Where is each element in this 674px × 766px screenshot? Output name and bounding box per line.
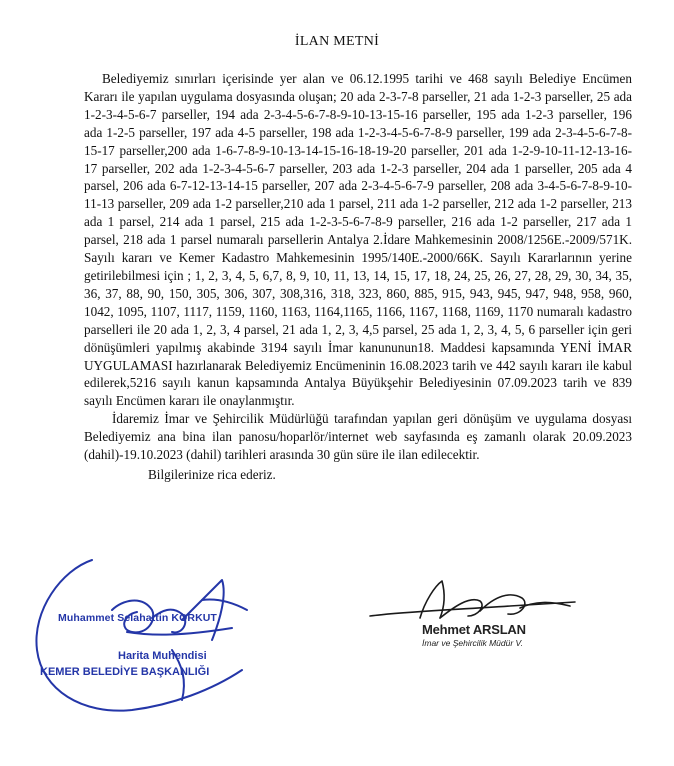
signature-block-right (360, 546, 610, 666)
document-title: İLAN METNİ (294, 34, 380, 49)
signature-block-left (22, 540, 292, 730)
signatory-left-role: Harita Muhendisi (118, 650, 207, 662)
handwritten-signature-left (22, 540, 292, 730)
signatory-left-name: Muhammet Selahattin KORKUT (58, 612, 217, 624)
signatory-left-office: KEMER BELEDİYE BAŞKANLIĞI (40, 666, 210, 678)
signatory-right-name: Mehmet ARSLAN (422, 622, 526, 637)
paragraph-announcement: İdaremiz İmar ve Şehircilik Müdürlüğü tarafından yapılan geri dönüşüm ve uygulama dosyası Belediyemiz ana bina ilan panosu/hoparlör/internet web sayfasında eş zamanlı olarak 20.09.2023 (dahil)-19.10.2023 (dahil) tarihleri arasında 30 gün süre ile ilan edilecektir. (84, 411, 632, 463)
document-body (84, 70, 632, 484)
paragraph-closing: Bilgilerinize rica ederiz. (148, 466, 276, 482)
handwritten-signature-right (360, 546, 610, 666)
signatory-right-role: İmar ve Şehircilik Müdür V. (422, 638, 523, 648)
paragraph-main: Belediyemiz sınırları içerisinde yer alan ve 06.12.1995 tarihi ve 468 sayılı Belediye Encümen Kararı ile yapılan uygulama dosyasında oluşan; 20 ada 2-3-7-8 parseller, 21 ada 1-2-3 parseller, 25 ada 1-2-3-4-5-6-7 parseller, 194 ada 2-3-4-5-6-7-8-9-10-13-15-16 parseller, 195 ada 1-2-3 parseller, 196 ada 1-2-5 parseller, 197 ada 4-5 parseller, 198 ada 1-2-3-4-5-6-7-8-9 parseller, 199 ada 2-3-4-5-6-7-8-15-17 parseller,200 ada 1-6-7-8-9-10-13-14-15-16-18-19-20 parseller, 201 ada 1-2-9-10-11-12-13-16-17 parseller, 202 ada 1-2-3-4-5-6-7 parseller, 203 ada 1-2-3 parseller, 204 ada 1 parseller, 205 ada 4 parsel, 206 ada 6-7-12-13-14-15 parseller, 207 ada 2-3-4-5-6-7-9 parseller, 208 ada 3-4-5-6-7-8-9-10-11-13 parseller, 209 ada 1-2 parseller,210 ada 1 parsel, 211 ada 1-2 parseller, 212 ada 1-2 parseller, 213 ada 1 parsel, 214 ada 1 parsel, 215 ada 1-2-3-5-6-7-8-9 parseller, 216 ada 1-2 parseller, 217 ada 1 parsel, 218 ada 1 parsel numaralı parsellerin Antalya 2.İdare Mahkemesinin 2008/1256E.-2009/571K. Sayılı kararı ve Kemer Kadastro Mahkemesinin 1995/140E.-2000/66K. Sayılı Kararlarının yerine getirilebilmesi için ; 1, 2, 3, 4, 5, 6,7, 8, 9, 10, 11, 13, 14, 15, 17, 18, 24, 25, 26, 27, 28, 29, 30, 34, 35, 36, 37, 88, 90, 150, 305, 306, 307, 308,316, 318, 323, 860, 885, 915, 943, 945, 947, 948, 958, 960, 1042, 1095, 1107, 1117, 1159, 1160, 1163, 1164,1165, 1166, 1167, 1168, 1169, 1170 numaralı kadastro parselleri ile 20 ada 1, 2, 3, 4 parsel, 21 ada 1, 2, 3, 4,5 parsel, 25 ada 1, 2, 3, 4, 5, 6 parseller için geri dönüşümleri yapılmış akabinde 3194 sayılı İmar kanununun18. Maddesi kapsamında YENİ İMAR UYGULAMASI hazırlanarak Belediyemiz Encümeninin 16.08.2023 tarih ve 442 sayılı kararı ile kabul edilerek,5216 sayılı kanun kapsamında Antalya Büyükşehir Belediyesinin 07.09.2023 tarih ve 839 sayılı Encümen kararı ile onaylanmıştır. (84, 71, 632, 409)
